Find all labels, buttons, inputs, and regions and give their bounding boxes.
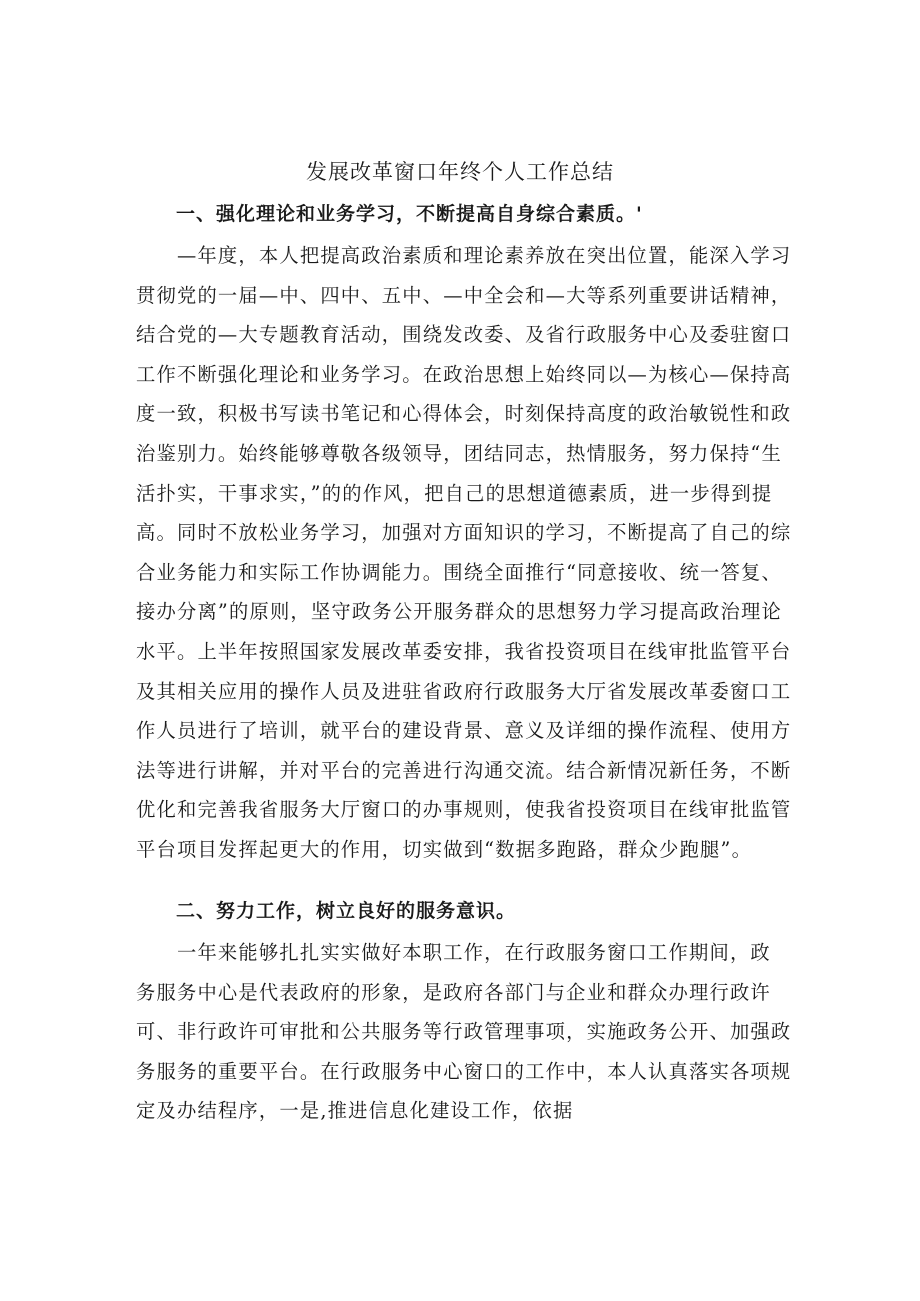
paragraph-line: —年度，本人把提高政治素质和理论素养放在突出位置，能深入学习 (136, 244, 792, 267)
paragraph-line: 贯彻党的一届—中、四中、五中、—中全会和—大等系列重要讲话精神， (136, 283, 792, 307)
paragraph-line: 优化和完善我省服务大厅窗口的办事规则，使我省投资项目在线审批监管 (136, 798, 792, 822)
section-2-paragraph (136, 933, 791, 1131)
paragraph-line: 定及办结程序，一是,推进信息化建设工作，依据 (136, 1099, 574, 1123)
paragraph-line: 接办分离”的原则，坚守政务公开服务群众的思想努力学习提高政治理论 (136, 600, 782, 624)
paragraph-line: 高。同时不放松业务学习，加强对方面知识的学习，不断提高了自己的综 (136, 521, 792, 545)
paragraph-line: 法等进行讲解，并对平台的完善进行沟通交流。结合新情况新任务，不断 (136, 758, 792, 782)
paragraph-line: 水平。上半年按照国家发展改革委安排，我省投资项目在线审批监管平台 (136, 639, 792, 663)
paragraph-line: 结合党的—大专题教育活动，围绕发改委、及省行政服务中心及委驻窗口 (136, 323, 792, 347)
paragraph-line: 作人员进行了培训，就平台的建设背景、意义及详细的操作流程、使用方 (136, 719, 792, 743)
paragraph-line: 及其相关应用的操作人员及进驻省政府行政服务大厅省发展改革委窗口工 (136, 679, 792, 703)
paragraph-line: 活扑实，干事求实，”的的作风，把自己的思想道德素质，进一步得到提 (136, 481, 773, 505)
section-1-paragraph (136, 236, 791, 870)
section-2-heading: 二、努力工作，树立良好的服务意识。 (176, 900, 517, 922)
paragraph-line: 治鉴别力。始终能够尊敬各级领导，团结同志，热情服务，努力保持“生 (136, 441, 782, 465)
paragraph-line: 工作不断强化理论和业务学习。在政治思想上始终同以—为核心—保持高 (136, 362, 792, 386)
paragraph-line: 平台项目发挥起更大的作用，切实做到“数据多跑路，群众少跑腿”。 (136, 837, 753, 861)
paragraph-line: 一年来能够扎扎实实做好本职工作，在行政服务窗口工作期间，政 (136, 941, 771, 964)
paragraph-line: 度一致，积极书写读书笔记和心得体会，时刻保持高度的政治敏锐性和政 (136, 402, 792, 426)
section-1-heading: 一、强化理论和业务学习，不断提高自身综合素质。' (176, 203, 643, 225)
paragraph-line: 可、非行政许可审批和公共服务等行政管理事项，实施政务公开、加强政 (136, 1020, 792, 1044)
paragraph-line: 合业务能力和实际工作协调能力。围绕全面推行“同意接收、统一答复、 (136, 560, 782, 584)
paragraph-line: 务服务的重要平台。在行政服务中心窗口的工作中，本人认真落实各项规 (136, 1059, 792, 1083)
paragraph-line: 务服务中心是代表政府的形象，是政府各部门与企业和群众办理行政许 (136, 980, 771, 1004)
document-title: 发展改革窗口年终个人工作总结 (306, 160, 614, 184)
